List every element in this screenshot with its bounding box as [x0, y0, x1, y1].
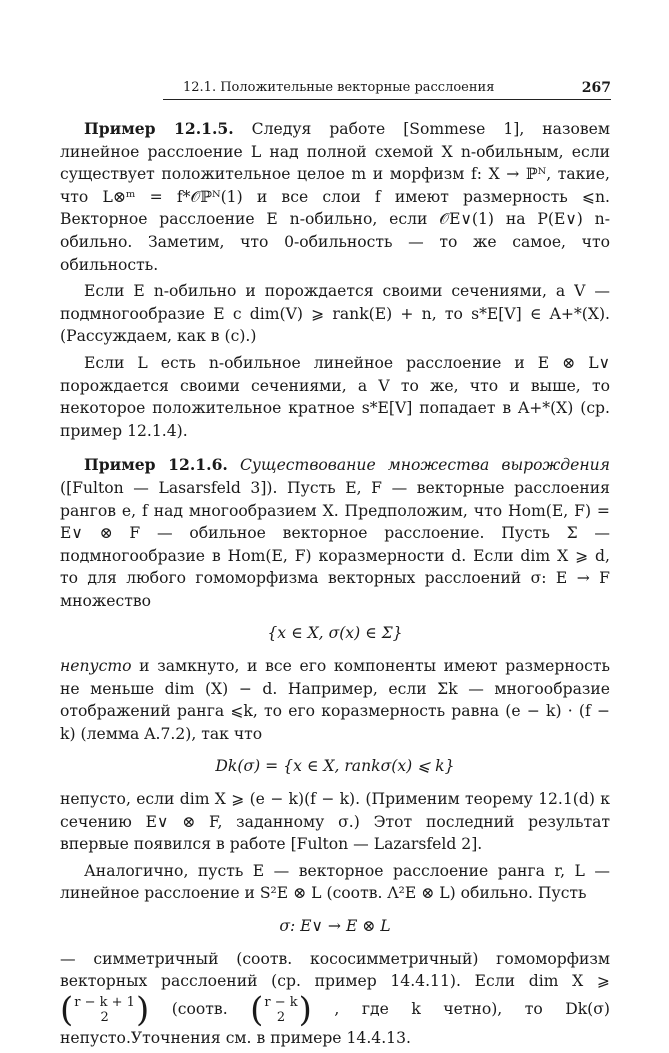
example-12-1-6-text-5a: — симметричный (соотв. кососимметричный) гомоморфизм векторных расслоений (ср. пример 14.4.11). Если dim X ⩾	[60, 949, 610, 991]
formula-dk-sigma: Dk(σ) = {x ∈ X, rankσ(x) ⩽ k}	[215, 757, 455, 776]
binomial-1-top: r − k + 1	[74, 994, 135, 1010]
formula-sigma-map: σ: E∨ → E ⊗ L	[279, 917, 391, 935]
example-12-1-6-title: Существование множества вырождения	[239, 456, 610, 475]
binomial-r-k: ( r − k 2 )	[250, 989, 312, 1030]
example-12-1-6-text-5b: (соотв.	[171, 999, 228, 1018]
example-12-1-6-paragraph-3: непусто, если dim X ⩾ (e − k)(f − k). (Применим теорему 12.1(d) к сечению E∨ ⊗ F, заданному σ.) Этот последний результат впервые появился в работе [Fulton — Lazarsfeld 2].	[60, 790, 610, 854]
binomial-1-bottom: 2	[100, 1009, 109, 1025]
running-header	[163, 80, 611, 100]
example-12-1-5-text: Следуя работе [Sommese 1], назовем линейное расслоение L над полной схемой X n-обильным, если существует положительное целое m и морфизм f: X → ℙᴺ, такие, что L⊗ᵐ = f*𝒪ℙᴺ(1) и все слои f имеют размерность ⩽n. Векторное расслоение E n-обильно, если 𝒪E∨(1) на P(E∨) n-обильно. Заметим, что 0-обильность — то же самое, что обильность.	[60, 120, 610, 274]
example-12-1-6-paragraph-2	[60, 655, 610, 745]
binomial-r-k-plus-1: ( r − k + 1 2 )	[60, 989, 150, 1030]
example-12-1-6-label: Пример 12.1.6.	[84, 455, 228, 475]
example-12-1-6-text: ([Fulton — Lasarsfeld 3]). Пусть E, F — векторные расслоения рангов e, f над многообразием X. Предположим, что Hom(E, F) = E∨ ⊗ F — обильное векторное расслоение. Пусть Σ — подмногообразие в Hom(E, F) коразмерности d. Если dim X ⩾ d, то для любого гомоморфизма векторных расслоений σ: E → F множество	[60, 478, 610, 610]
example-12-1-6-paragraph-4: Аналогично, пусть E — векторное расслоение ранга r, L — линейное расслоение и S²E ⊗ L (соотв. Λ²E ⊗ L) обильно. Пусть	[60, 861, 610, 903]
binomial-2-top: r − k	[264, 994, 298, 1010]
example-12-1-5-paragraph	[60, 118, 610, 276]
binomial-2-bottom: 2	[276, 1009, 286, 1025]
page-body	[60, 118, 610, 1053]
header-title: 12.1. Положительные векторные расслоения	[183, 80, 495, 95]
nonempty-italic: непусто	[60, 657, 132, 676]
example-12-1-6-text-2: и замкнуто, и все его компоненты имеют размерность не меньше dim (X) − d. Например, если Σk — многообразие отображений ранга ⩽k, то его коразмерность равна (e − k) · (f − k) (лемма A.7.2), так что	[60, 657, 610, 743]
example-12-1-6-paragraph	[60, 454, 610, 612]
example-12-1-5-paragraph-3: Если L есть n-обильное линейное расслоение и E ⊗ L∨ порождается своими сечениями, а V то же, что и выше, то некоторое положительное кратное s*E[V] попадает в A+*(X) (ср. пример 12.1.4).	[60, 353, 610, 440]
example-12-1-6-text-5c: , где k четно), то Dk(σ) непусто.Уточнения см. в примере 14.4.13.	[60, 999, 610, 1047]
formula-degeneracy-set: {x ∈ X, σ(x) ∈ Σ}	[267, 624, 403, 643]
example-12-1-5-paragraph-2: Если E n-обильно и порождается своими сечениями, а V — подмногообразие E с dim(V) ⩾ rank(E) + n, то s*E[V] ∈ A+*(X). (Рассуждаем, как в (c).)	[60, 282, 610, 346]
page-number: 267	[581, 80, 611, 96]
example-12-1-6-paragraph-5	[60, 948, 610, 1050]
example-12-1-5-label: Пример 12.1.5.	[84, 119, 234, 138]
